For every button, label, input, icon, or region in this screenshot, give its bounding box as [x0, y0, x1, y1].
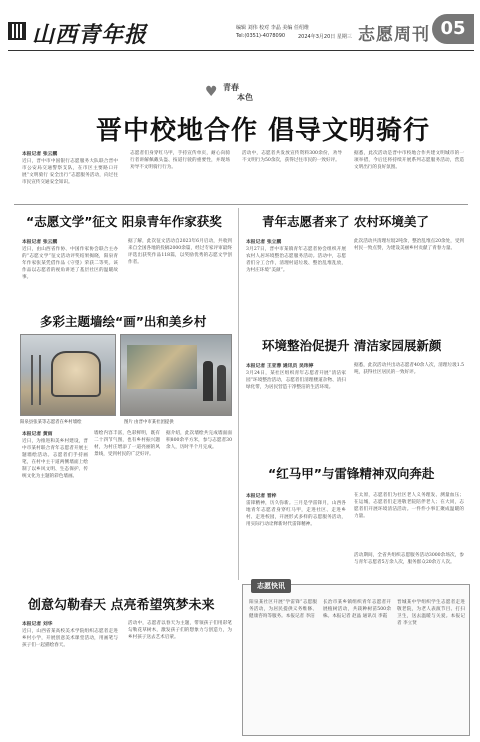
- express-box: [242, 584, 470, 736]
- masthead: [8, 6, 474, 50]
- story-a-col2: 据了解，此次征文活动自2023年6月启动，共收到来自全国各地的投稿2000余篇，经过专家评审最终评选出获奖作品118篇，以奖励优秀的志愿文学创作者。: [128, 239, 232, 265]
- express-label-text: 志愿快讯: [257, 582, 285, 590]
- page-number-badge: [432, 14, 474, 44]
- story-b-photo-2-caption: 图片 由晋中市某社团提供: [124, 420, 174, 425]
- story-b-photo-2: [120, 334, 232, 416]
- story-e-col2: 据悉，此次活动共出动志愿者40余人次，清理垃圾1.5吨，获得社区居民的一致好评。: [354, 363, 464, 375]
- top-story-col3: 活动中，志愿者共发放宣传资料300余份，劝导不文明行为50余次，获得过往市民的一致好评。: [242, 151, 342, 163]
- banner-badge: [205, 80, 275, 106]
- top-story-col1: 近日，晋中市中国银行志愿服务大队联合晋中市公安局交通警察支队，在市区主要路口开展“文明骑行 安全出行”志愿服务活动，向过往市民宣传交通安全知识。: [22, 159, 118, 185]
- express-col3: 晋城某中学组织学生志愿者走进敬老院，为老人表演节目、打扫卫生，送去温暖与关爱。本报记者 李立贤: [397, 600, 465, 626]
- story-c-title: 创意勾勒春天 点亮希望筑梦未来: [28, 598, 215, 613]
- section-name: 志愿周刊: [358, 25, 430, 45]
- top-story-col4: 据悉，此次活动是晋中市校地合作共建文明城市的一项举措，今后还将持续开展系列志愿服务活动，营造文明出行的良好氛围。: [354, 151, 464, 170]
- story-b-col1: 近日，为推进和美乡村建设，晋中市某村联合青年志愿者开展主题墙绘活动。志愿者们手持画笔，在村中主干道两侧墙面上绘制了以乡风文明、生态保护、传统文化为主题的彩色墙画。: [22, 439, 88, 479]
- masthead-date: 2024年3月20日 星期三: [298, 34, 352, 40]
- masthead-tel: Tel:(0351)-4078090: [236, 33, 286, 39]
- story-e-col1: 3月24日，某社区组织青年志愿者开展“清洁家园”环境整治活动，志愿者们清理楼道杂物、清扫绿化带，为居民营造干净整洁的生活环境。: [246, 371, 346, 390]
- volunteer-figure: [203, 361, 213, 401]
- story-f-title: “红马甲”与雷锋精神双向奔赴: [268, 466, 435, 481]
- story-b-byline: 本报记者 黄雨: [22, 431, 53, 437]
- story-a-title: “志愿文学”征文 阳泉青年作家获奖: [26, 214, 222, 229]
- story-b-photo-1: [20, 334, 116, 416]
- top-story-col2: 志愿者们身穿红马甲，手持宣传单页，耐心向骑行者讲解佩戴头盔、按道行驶的重要性，并现场劝导不文明骑行行为。: [130, 151, 230, 170]
- masthead-logo: 山西青年报: [32, 22, 148, 48]
- column-divider: [238, 208, 239, 580]
- heart-icon: ♥: [205, 84, 218, 100]
- story-b-photo-1-caption: 阳泉县张某等志愿者在乡村墙绘: [20, 420, 82, 425]
- story-c-col1: 近日，山西省某高校美术学院组织志愿者走进乡村小学，开展创意美术课堂活动，用画笔与孩子们一起描绘春天。: [22, 629, 118, 648]
- story-d-col2: 此次活动共清理垃圾2吨余，整治乱堆点20余处，受到村民一致点赞，为建设美丽乡村贡献了青春力量。: [354, 239, 464, 251]
- story-b-col2: 墙绘内容丰富，色彩鲜明，既有二十四节气图，也有乡村振兴题材，为村庄增添了一道亮丽的风景线，受到村民的广泛好评。: [94, 431, 160, 457]
- story-f-col3: 活动期间，全省共组织志愿服务活动3000余场次，参与青年志愿者5万余人次，服务群众20余万人次。: [354, 553, 464, 565]
- story-d-byline: 本报记者 张立鹏: [246, 239, 282, 245]
- story-c-byline: 本报记者 刘华: [22, 621, 53, 627]
- divider-1: [14, 204, 468, 205]
- masthead-info: 编辑 刘伟 校对 李晶 美编 任绍维: [236, 25, 309, 31]
- badge-sub: 本色: [237, 93, 253, 102]
- qr-code-icon: [8, 22, 26, 40]
- volunteer-figure: [217, 365, 226, 401]
- story-e-byline: 本报记者 王亚蓉 通讯员 吴玮婷: [246, 363, 314, 369]
- express-col1: 阳泉某社区开展“学雷锋”志愿服务活动，为居民提供义务维修、健康咨询等服务。本报记者 李洁: [249, 600, 317, 619]
- story-a-col1: 近日，由山西省作协、中国作家协会联合主办的“志愿文学”征文活动评奖结果揭晓，阳泉青年作家张某凭借作品《守望》荣获二等奖。该作品以志愿者的视角讲述了基层社区的温暖故事。: [22, 247, 118, 280]
- story-b-title: 多彩主题墙绘“画”出和美乡村: [40, 314, 207, 329]
- mural-art: [51, 351, 101, 397]
- story-b-col3: 据介绍，此次墙绘共完成墙面面积800余平方米，参与志愿者30余人，历时半个月完成。: [166, 431, 232, 450]
- badge-top: 青春: [223, 83, 239, 92]
- masthead-rule: [8, 50, 474, 51]
- story-f-byline: 本报记者 晋梓: [246, 493, 277, 499]
- express-label: [251, 579, 291, 593]
- main-headline: 晋中校地合作 倡导文明骑行: [96, 116, 431, 146]
- story-e-title: 环境整治促提升 清洁家园展新颜: [262, 338, 442, 353]
- page-number: 05: [440, 18, 466, 39]
- story-f-col2: 在太原，志愿者们为社区老人义务理发、测量血压；在运城，志愿者们走进敬老院陪伴老人；在大同，志愿者们开展环境清洁活动。一件件小事汇聚成温暖的力量。: [354, 493, 464, 519]
- story-f-col1: 雷锋精神，历久弥新。三月是学雷锋月，山西各地青年志愿者身穿红马甲，走进社区、走进乡村、走进校园，开展形式多样的志愿服务活动，用实际行动诠释新时代雷锋精神。: [246, 501, 346, 527]
- top-story-byline: 本报记者 张云鹏: [22, 151, 58, 157]
- story-c-col2: 活动中，志愿者以春天为主题，带领孩子们用彩笔勾勒花草树木，激发孩子们的想象力与创造力，为乡村孩子送去艺术启蒙。: [128, 621, 232, 640]
- story-d-title: 青年志愿者来了 农村环境美了: [262, 214, 429, 229]
- story-a-byline: 本报记者 张云鹏: [22, 239, 58, 245]
- story-d-col1: 3月27日，晋中市某镇青年志愿者协会组织开展农村人居环境整治志愿服务活动。活动中，志愿者们分工合作，清理村道垃圾、整治乱堆乱放，为村庄环境“美颜”。: [246, 247, 346, 273]
- ladder-figure: [31, 355, 41, 405]
- wall-painting: [127, 345, 197, 389]
- express-col2: 长治市某乡镇组织青年志愿者开展植树活动，共栽种树苗500余株。本报记者 赵晶 通讯员 李霞: [323, 600, 391, 619]
